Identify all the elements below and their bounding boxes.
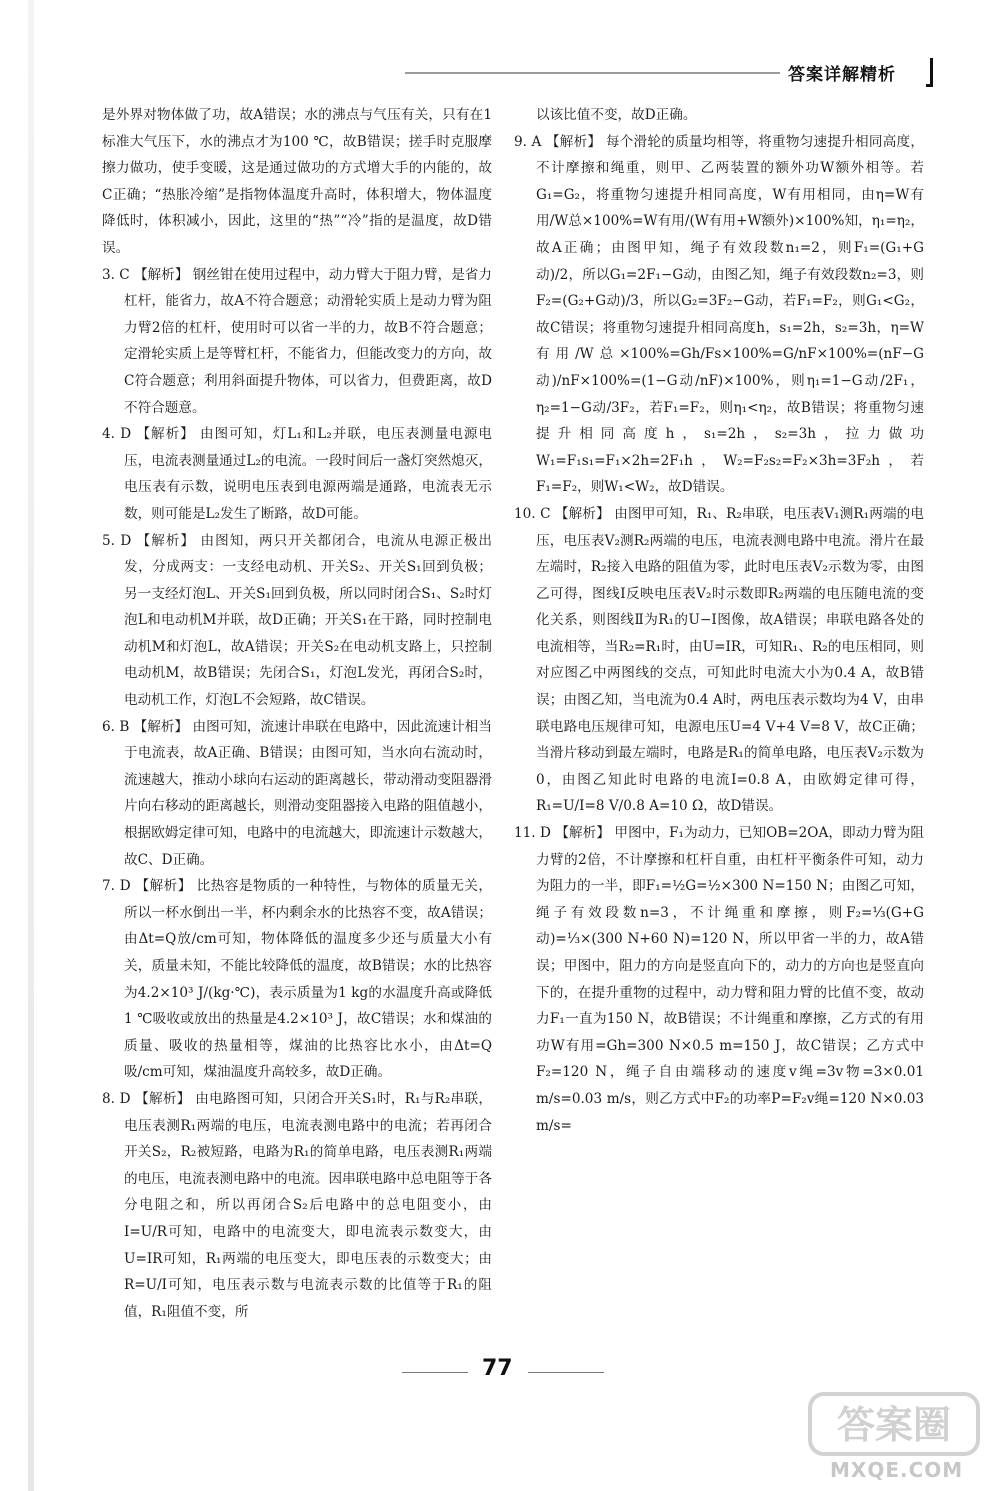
answer-item: 9. A 【解析】 每个滑轮的质量均相等，将重物匀速提升相同高度，不计摩擦和绳重，则甲、乙两装置的额外功W额外相等。若G₁=G₂，将重物匀速提升相同高度，W有用相同，由η=W有用/W总×100%=W有用/(W有用+W额外)×100%知，η₁=η₂，故A正确；由图甲知，绳子有效段数n₁=2，则F₁=(G₁+G动)/2，所以G₁=2F₁−G动，由图乙知，绳子有效段数n₂=3，则F₂=(G₂+G动)/3，所以G₂=3F₂−G动，若F₁=F₂，则G₁<G₂，故C错误；将重物匀速提升相同高度h，s₁=2h，s₂=3h，η=W有用/W总×100%=Gh/Fs×100%=G/nF×100%=(nF−G动)/nF×100%=(1−G动/nF)×100%，则η₁=1−G动/2F₁，η₂=1−G动/3F₂，若F₁=F₂，则η₁<η₂，故B错误；将重物匀速提升相同高度h，s₁=2h，s₂=3h，拉力做功W₁=F₁s₁=F₁×2h=2F₁h，W₂=F₂s₂=F₂×3h=3F₂h，若F₁=F₂，则W₁<W₂，故D错误。	[514, 133, 924, 496]
watermark-text: MXQE.COM	[830, 1458, 964, 1482]
header-bracket	[926, 58, 933, 87]
answer-item: 11. D 【解析】 甲图中，F₁为动力，已知OB=2OA，即动力臂为阻力臂的2倍，不计摩擦和杠杆自重，由杠杆平衡条件可知，动力为阻力的一半，即F₁=½G=½×300 N=150 N；由图乙可知，绳子有效段数n=3，不计绳重和摩擦，则F₂=⅓(G+G动)=⅓×(300 N+60 N)=120 N，所以甲省一半的力，故A错误；甲图中，阻力的方向是竖直向下的，动力的方向也是竖直向下的，在提升重物的过程中，动力臂和阻力臂的比值不变，故动力F₁一直为150 N，故B错误；不计绳重和摩擦，乙方式的有用功W有用=Gh=300 N×0.5 m=150 J，故C错误；乙方式中F₂=120 N，绳子自由端移动的速度v绳=3v物=3×0.01 m/s=0.03 m/s，则乙方式中F₂的功率P=F₂v绳=120 N×0.03 m/s=	[514, 825, 924, 1134]
header-rule	[405, 72, 780, 74]
answer-item: 以该比值不变，故D正确。	[536, 107, 697, 123]
answer-item: 4. D 【解析】 由图可知，灯L₁和L₂并联，电压表测量电源电压，电流表测量通过L₂的电流。一段时间后一盏灯突然熄灭，电压表有示数，说明电压表到电源两端是通路，电流表无示数，则可能是L₂发生了断路，故D可能。	[102, 426, 492, 522]
answer-item: 3. C 【解析】 钢丝钳在使用过程中，动力臂大于阻力臂，是省力杠杆，能省力，故A不符合题意；动滑轮实质上是动力臂为阻力臂2倍的杠杆，使用时可以省一半的力，故B不符合题意；定滑轮实质上是等臂杠杆，不能省力，但能改变力的方向，故C符合题意；利用斜面提升物体，可以省力，但费距离，故D不符合题意。	[102, 266, 492, 416]
answer-item: 6. B 【解析】 由图可知，流速计串联在电路中，因此流速计相当于电流表，故A正确、B错误；由图可知，当水向右流动时，流速越大，推动小球向右运动的距离越长，带动滑动变阻器滑片向右移动的距离越长，则滑动变阻器接入电路的阻值越小，根据欧姆定律可知，电路中的电流越大，即流速计示数越大，故C、D正确。	[102, 718, 492, 868]
page-number-rule-right	[528, 1372, 604, 1373]
right-column	[514, 102, 924, 1139]
answer-item: 5. D 【解析】 由图知，两只开关都闭合，电流从电源正极出发，分成两支：一支经电动机、开关S₂、开关S₁回到负极；另一支经灯泡L、开关S₁回到负极，所以同时闭合S₁、S₂时灯泡L和电动机M并联，故D正确；开关S₁在干路，同时控制电动机M和灯泡L，故A错误；开关S₂在电动机支路上，只控制电动机M，故B错误；先闭合S₁，灯泡L发光，再闭合S₂时，电动机工作，灯泡L不会短路，故C错误。	[102, 532, 492, 709]
page-number: 77	[482, 1356, 513, 1381]
answer-item: 7. D 【解析】 比热容是物质的一种特性，与物体的质量无关，所以一杯水倒出一半，杯内剩余水的比热容不变，故A错误；由Δt=Q放/cm可知，物体降低的温度多少还与质量大小有关，质量未知，不能比较降低的温度，故B错误；水的比热容为4.2×10³ J/(kg·℃)，表示质量为1 kg的水温度升高或降低1 ℃吸收或放出的热量是4.2×10³ J，故C错误；水和煤油的质量、吸收的热量相等，煤油的比热容比水小，由Δt=Q吸/cm可知，煤油温度升高较多，故D正确。	[102, 878, 492, 1081]
answer-item: 8. D 【解析】 由电路图可知，只闭合开关S₁时，R₁与R₂串联，电压表测R₁两端的电压，电流表测电路中的电流；若再闭合开关S₂，R₂被短路，电路为R₁的简单电路，电压表测R₁两端的电压，电流表测电路中的电流。因串联电路中总电阻等于各分电阻之和，所以再闭合S₂后电路中的总电阻变小，由I=U/R可知，电路中的电流变大，即电流表示数变大，由U=IR可知，R₁两端的电压变大，即电压表的示数变大；由R=U/I可知，电压表示数与电流表示数的比值等于R₁的阻值，R₁阻值不变，所	[102, 1090, 492, 1320]
answer-item: 10. C 【解析】 由图甲可知，R₁、R₂串联，电压表V₁测R₁两端的电压，电压表V₂测R₂两端的电压，电流表测电路中电流。滑片在最左端时，R₂接入电路的阻值为零，此时电压表V₂示数为零，由图乙可得，图线Ⅰ反映电压表V₂时示数即R₂两端的电压随电流的变化关系，则图线Ⅱ为R₁的U−I图像，故A错误；串联电路各处的电流相等，当R₂=R₁时，由U=IR，可知R₁、R₂的电压相同，则对应图乙中两图线的交点，可知此时电流大小为0.4 A，故B错误；由图乙知，当电流为0.4 A时，两电压表示数均为4 V，由串联电路电压规律可知，电源电压U=4 V+4 V=8 V，故C正确；当滑片移动到最左端时，电路是R₁的简单电路，电压表V₂示数为0，由图乙知此时电路的电流I=0.8 A，由欧姆定律可得，R₁=U/I=8 V/0.8 A=10 Ω，故D错误。	[514, 505, 924, 815]
answer-item: 是外界对物体做了功，故A错误；水的沸点与气压有关，只有在1标准大气压下，水的沸点才为100 ℃，故B错误；搓手时克服摩擦力做功，使手变暖，这是通过做功的方式增大手的内能的，故C正确；“热胀冷缩”是指物体温度升高时，体积增大，物体温度降低时，体积减小，因此，这里的“热”“冷”指的是温度，故D错误。	[102, 107, 492, 256]
scan-binding-edge	[28, 0, 34, 1491]
left-column	[102, 102, 492, 1325]
header-title: 答案详解精析	[788, 65, 896, 85]
svg-text:答案圈: 答案圈	[836, 1403, 952, 1447]
page-number-rule-left	[402, 1372, 468, 1373]
